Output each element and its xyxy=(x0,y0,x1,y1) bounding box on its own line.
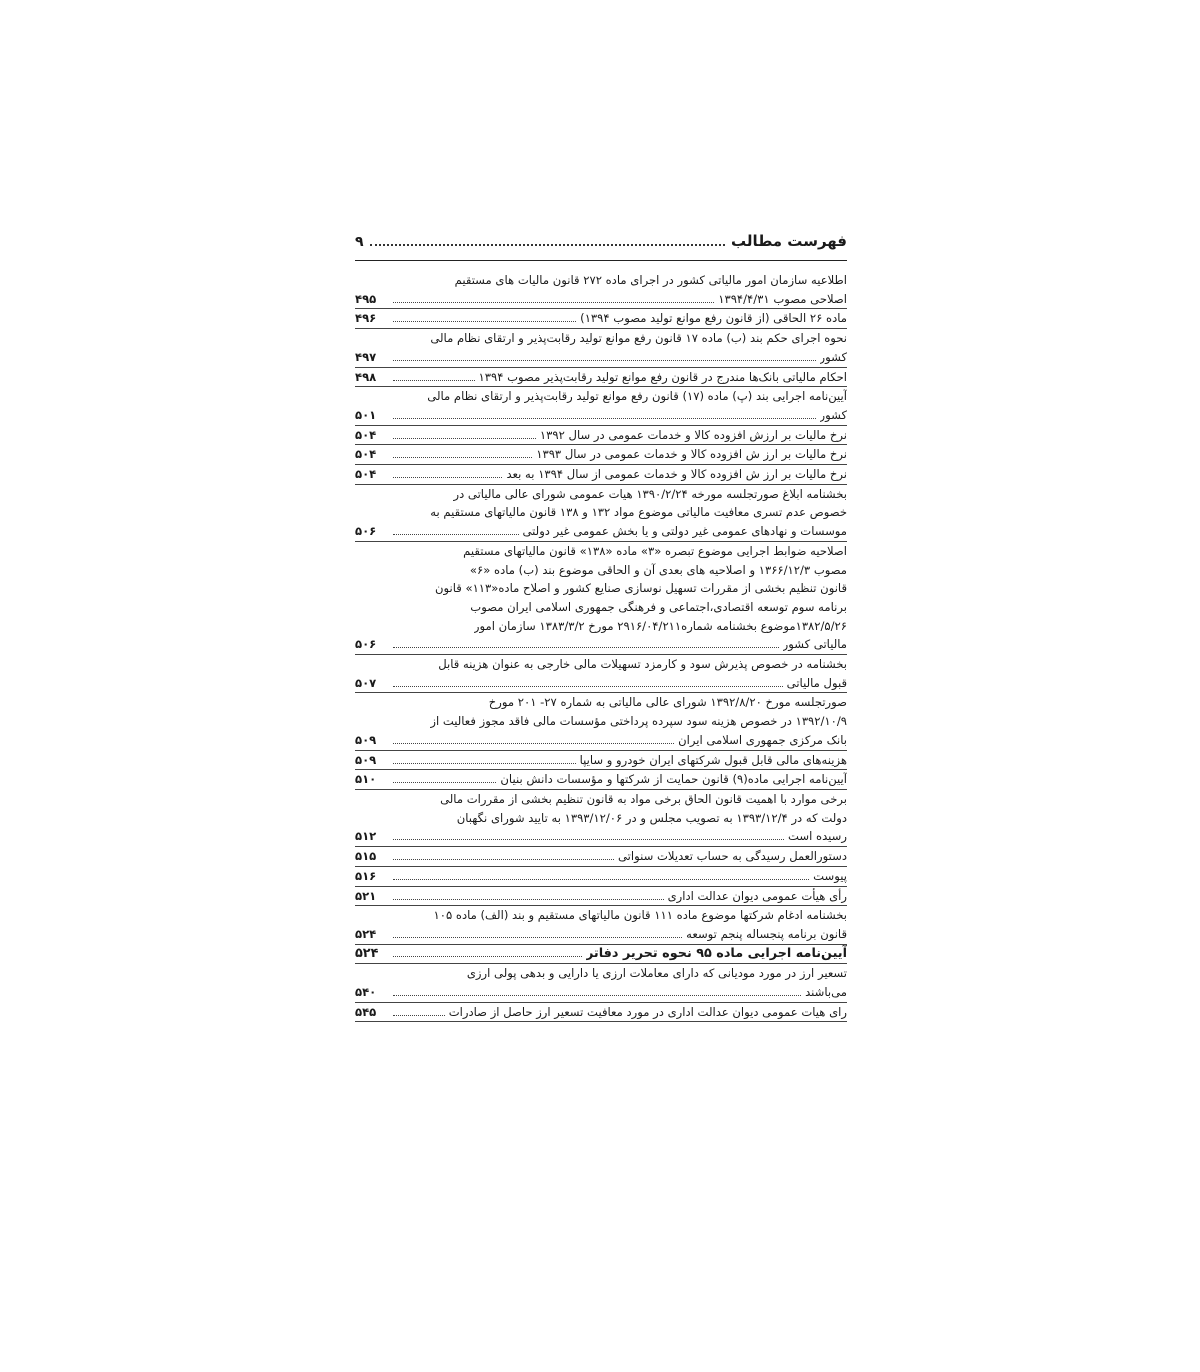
toc-page-number: ۵۰۶ xyxy=(355,637,377,652)
toc-entry[interactable] xyxy=(355,485,847,542)
toc-entry-line xyxy=(355,809,847,828)
leader-dots xyxy=(393,937,682,938)
toc-entry-line xyxy=(355,925,847,944)
toc-entry-text: دولت که در ۱۳۹۳/۱۲/۴ به تصویب مجلس و در ۱۳۹۳/۱۲/۰۶ به تایید شورای نگهبان xyxy=(456,810,847,825)
toc-page-number: ۵۱۰ xyxy=(355,772,377,787)
toc-entry-text: برنامه سوم توسعه اقتصادی،اجتماعی و فرهنگی جمهوری اسلامی ایران مصوب xyxy=(470,599,847,614)
toc-entry[interactable] xyxy=(355,770,847,790)
toc-page-number: ۴۹۸ xyxy=(355,369,377,384)
toc-entry-line xyxy=(355,387,847,406)
leader-dots xyxy=(393,956,582,957)
leader-dots xyxy=(393,686,783,687)
toc-list xyxy=(355,271,847,1022)
toc-entry-text: ۱۳۸۲/۵/۲۶موضوع بخشنامه شماره۲۹۱۶/۰۴‌/۲۱۱ مورخ ۱۳۸۳/۳/۲ سازمان امور xyxy=(473,618,847,633)
toc-entry-text: نرخ مالیات بر ارز ش افزوده کالا و خدمات عمومی از سال ۱۳۹۴ به بعد xyxy=(506,467,847,482)
toc-page-number: ۵۴۵ xyxy=(355,1004,377,1019)
toc-entry[interactable] xyxy=(355,867,847,887)
toc-entry-text: ماده ۲۶ الحاقی (از قانون رفع موانع تولید مصوب ۱۳۹۴) xyxy=(580,311,847,326)
toc-page-number: ۴۹۶ xyxy=(355,311,377,326)
toc-entry-text: نرخ مالیات بر ارز ش افزوده کالا و خدمات عمومی در سال ۱۳۹۳ xyxy=(536,447,847,462)
toc-entry-text: موسسات و نهادهای عمومی غیر دولتی و یا بخش عمومی غیر دولتی xyxy=(522,524,847,539)
toc-entry-text: تسعیر ارز در مورد مودیانی که دارای معاملات ارزی یا دارایی و بدهی پولی ارزی xyxy=(466,966,847,981)
toc-entry-text: قانون تنظیم بخشی از مقررات تسهیل نوسازی صنایع کشور و اصلاح ماده«۱۱۳» قانون xyxy=(434,581,847,596)
toc-entry-line xyxy=(355,271,847,290)
toc-entry[interactable] xyxy=(355,945,847,965)
leader-dots xyxy=(393,1015,445,1016)
toc-entry[interactable] xyxy=(355,790,847,847)
toc-page-number: ۵۱۵ xyxy=(355,849,377,864)
toc-page-number: ۴۹۷ xyxy=(355,349,377,364)
toc-entry-text: نحوه اجرای حکم بند (ب) ماده ۱۷ قانون رفع موانع تولید رقابت‌پذیر و ارتقای نظام مالی xyxy=(430,331,847,346)
toc-entry-line xyxy=(355,445,847,464)
toc-entry-line xyxy=(355,368,847,387)
toc-entry-text: قانون برنامه پنجساله پنجم توسعه xyxy=(686,926,847,941)
toc-entry-line xyxy=(355,542,847,561)
toc-entry-text: کشور xyxy=(819,407,847,422)
toc-entry-line xyxy=(355,309,847,328)
toc-entry-line xyxy=(355,329,847,348)
toc-entry-text: مصوب ۱۳۶۶/۱۲/۳ و اصلاحیه های بعدی آن و الحاقی موضوع بند (ب) ماده «۶» xyxy=(469,562,847,577)
toc-entry[interactable] xyxy=(355,693,847,750)
toc-entry-text: بخشنامه ابلاغ صورتجلسه مورخه ۱۳۹۰/۲/۲۴ هیات عمومی شورای عالی مالیاتی در xyxy=(453,486,847,501)
toc-entry-text: خصوص عدم تسری معافیت مالیاتی موضوع مواد ۱۳۲ و ۱۳۸ قانون مالیاتهای مستقیم به xyxy=(430,505,847,520)
toc-entry-line xyxy=(355,617,847,636)
toc-entry-line xyxy=(355,906,847,925)
toc-entry-line xyxy=(355,867,847,886)
leader-dots xyxy=(393,839,784,840)
toc-entry[interactable] xyxy=(355,445,847,465)
toc-page-number: ۵۰۶ xyxy=(355,524,377,539)
toc-entry-text: آیین‌نامه اجرایی بند (پ) ماده (۱۷) قانون رفع موانع تولید رقابت‌پذیر و ارتقای نظام مالی xyxy=(427,389,847,404)
toc-entry-text: پیوست xyxy=(813,868,847,883)
leader-dots xyxy=(393,380,475,381)
toc-entry-line xyxy=(355,635,847,654)
leader-dots xyxy=(393,418,816,419)
toc-entry[interactable] xyxy=(355,751,847,771)
toc-entry-text: احکام مالیاتی بانک‌ها مندرج در قانون رفع موانع تولید رقابت‌پذیر مصوب ۱۳۹۴ xyxy=(478,369,847,384)
leader-dots xyxy=(393,457,532,458)
toc-entry-text: رأی هیأت عمومی دیوان عدالت اداری xyxy=(667,888,847,903)
toc-entry-text: قبول مالیاتی xyxy=(786,675,847,690)
leader-dots xyxy=(393,763,576,764)
toc-entry-line xyxy=(355,348,847,367)
toc-entry[interactable] xyxy=(355,655,847,693)
toc-entry[interactable] xyxy=(355,271,847,309)
toc-entry[interactable] xyxy=(355,426,847,446)
leader-dots xyxy=(393,899,664,900)
toc-entry-line xyxy=(355,731,847,750)
toc-entry-line xyxy=(355,887,847,906)
toc-entry-line xyxy=(355,465,847,484)
toc-entry-text: اطلاعیه سازمان امور مالیاتی کشور در اجرای ماده ۲۷۲ قانون مالیات های مستقیم xyxy=(454,273,847,287)
toc-entry-line xyxy=(355,945,847,964)
toc-entry[interactable] xyxy=(355,465,847,485)
page-header xyxy=(355,232,847,261)
toc-entry-line xyxy=(355,693,847,712)
toc-entry-line xyxy=(355,655,847,674)
toc-page-number: ۵۲۴ xyxy=(355,926,377,941)
toc-entry-line xyxy=(355,827,847,846)
toc-entry-text: اصلاحی مصوب ۱۳۹۴/۴/۳۱ xyxy=(718,291,847,306)
toc-entry-line xyxy=(355,522,847,541)
toc-page-number: ۵۲۴ xyxy=(355,945,379,961)
toc-entry[interactable] xyxy=(355,368,847,388)
toc-entry-text: رسیده است xyxy=(788,829,847,844)
toc-entry[interactable] xyxy=(355,387,847,425)
toc-entry-text: نرخ مالیات بر ارزش افزوده کالا و خدمات عمومی در سال ۱۳۹۲ xyxy=(539,427,847,442)
toc-entry-line xyxy=(355,579,847,598)
toc-page-number: ۵۰۴ xyxy=(355,467,377,482)
toc-entry-text: بخشنامه در خصوص پذیرش سود و کارمزد تسهیلات مالی خارجی به عنوان هزینه قابل xyxy=(438,657,847,672)
toc-page-number: ۵۰۱ xyxy=(355,407,377,422)
toc-page-number: ۵۰۴ xyxy=(355,427,377,442)
header-leader-dots xyxy=(370,244,726,246)
leader-dots xyxy=(393,302,714,303)
toc-entry[interactable] xyxy=(355,1003,847,1023)
toc-entry-text: هزینه‌های مالی قابل قبول شرکتهای ایران خودرو و سایپا xyxy=(579,752,847,767)
toc-page xyxy=(355,232,847,1022)
toc-entry[interactable] xyxy=(355,329,847,367)
toc-entry[interactable] xyxy=(355,964,847,1002)
toc-entry[interactable] xyxy=(355,887,847,907)
toc-entry-line xyxy=(355,674,847,693)
toc-entry-text: آیین‌نامه اجرایی ماده ۹۵ نحوه تحریر دفاتر xyxy=(585,945,847,961)
toc-page-number: ۵۲۱ xyxy=(355,888,377,903)
toc-entry-line xyxy=(355,790,847,809)
leader-dots xyxy=(393,647,779,648)
leader-dots xyxy=(393,534,519,535)
toc-entry-text: مالیاتی کشور xyxy=(782,637,847,652)
toc-entry-line xyxy=(355,983,847,1002)
toc-entry-line xyxy=(355,751,847,770)
toc-entry-line xyxy=(355,503,847,522)
toc-page-number: ۵۰۹ xyxy=(355,752,377,767)
toc-entry[interactable] xyxy=(355,906,847,944)
toc-entry-text: صورتجلسه مورخ ۱۳۹۲/۸/۲۰ شورای عالی مالیاتی به شماره ۲۷- ۲۰۱ مورخ xyxy=(488,695,847,710)
toc-page-number: ۵۰۹ xyxy=(355,732,377,747)
page-title: فهرست مطالب xyxy=(731,232,847,250)
toc-entry[interactable] xyxy=(355,309,847,329)
toc-entry-text: بخشنامه ادغام شرکتها موضوع ماده ۱۱۱ قانون مالیاتهای مستقیم و بند (الف) ماده ۱۰۵ xyxy=(433,908,847,923)
toc-entry-line xyxy=(355,847,847,866)
toc-entry-text: رای هیات عمومی دیوان عدالت اداری در مورد معافیت تسعیر ارز حاصل از صادرات xyxy=(448,1004,847,1019)
leader-dots xyxy=(393,879,809,880)
toc-page-number: ۵۰۷ xyxy=(355,675,377,690)
leader-dots xyxy=(393,321,576,322)
leader-dots xyxy=(393,438,536,439)
toc-page-number: ۵۴۰ xyxy=(355,985,377,1000)
toc-entry-line xyxy=(355,1003,847,1022)
toc-entry-text: بانک مرکزی جمهوری اسلامی ایران xyxy=(678,732,847,747)
toc-page-number: ۵۱۲ xyxy=(355,829,377,844)
toc-entry-line xyxy=(355,712,847,731)
toc-entry-text: می‌باشند xyxy=(805,985,847,1000)
toc-entry[interactable] xyxy=(355,847,847,867)
leader-dots xyxy=(393,743,674,744)
toc-entry-text: کشور xyxy=(819,349,847,364)
leader-dots xyxy=(393,360,816,361)
toc-page-number: ۴۹۵ xyxy=(355,291,377,306)
leader-dots xyxy=(393,782,496,783)
toc-entry-line xyxy=(355,406,847,425)
toc-entry-text: دستورالعمل رسیدگی به حساب تعدیلات سنواتی xyxy=(618,849,847,864)
toc-entry-line xyxy=(355,561,847,580)
toc-entry-text: برخی موارد با اهمیت قانون الحاق برخی مواد به قانون تنظیم بخشی از مقررات مالی xyxy=(440,791,847,806)
toc-entry-text: آیین‌نامه اجرایی ماده(۹) قانون حمایت از شرکتها و مؤسسات دانش بنیان xyxy=(500,772,847,787)
toc-entry-line xyxy=(355,426,847,445)
page-number: ۹ xyxy=(355,234,364,250)
toc-entry-line xyxy=(355,770,847,789)
toc-page-number: ۵۱۶ xyxy=(355,868,377,883)
leader-dots xyxy=(393,477,502,478)
toc-entry-line xyxy=(355,598,847,617)
leader-dots xyxy=(393,995,801,996)
toc-entry-line xyxy=(355,290,847,309)
toc-page-number: ۵۰۴ xyxy=(355,447,377,462)
toc-entry-text: ۱۳۹۲/۱۰/۹ در خصوص هزینه سود سپرده پرداختی مؤسسات مالی فاقد مجوز فعالیت از xyxy=(430,714,847,729)
leader-dots xyxy=(393,859,614,860)
toc-entry-line xyxy=(355,964,847,983)
toc-entry-line xyxy=(355,485,847,504)
toc-entry-text: اصلاحیه ضوابط اجرایی موضوع تبصره «۳» ماده «۱۳۸» قانون مالیاتهای مستقیم xyxy=(463,543,847,558)
toc-entry[interactable] xyxy=(355,542,847,655)
